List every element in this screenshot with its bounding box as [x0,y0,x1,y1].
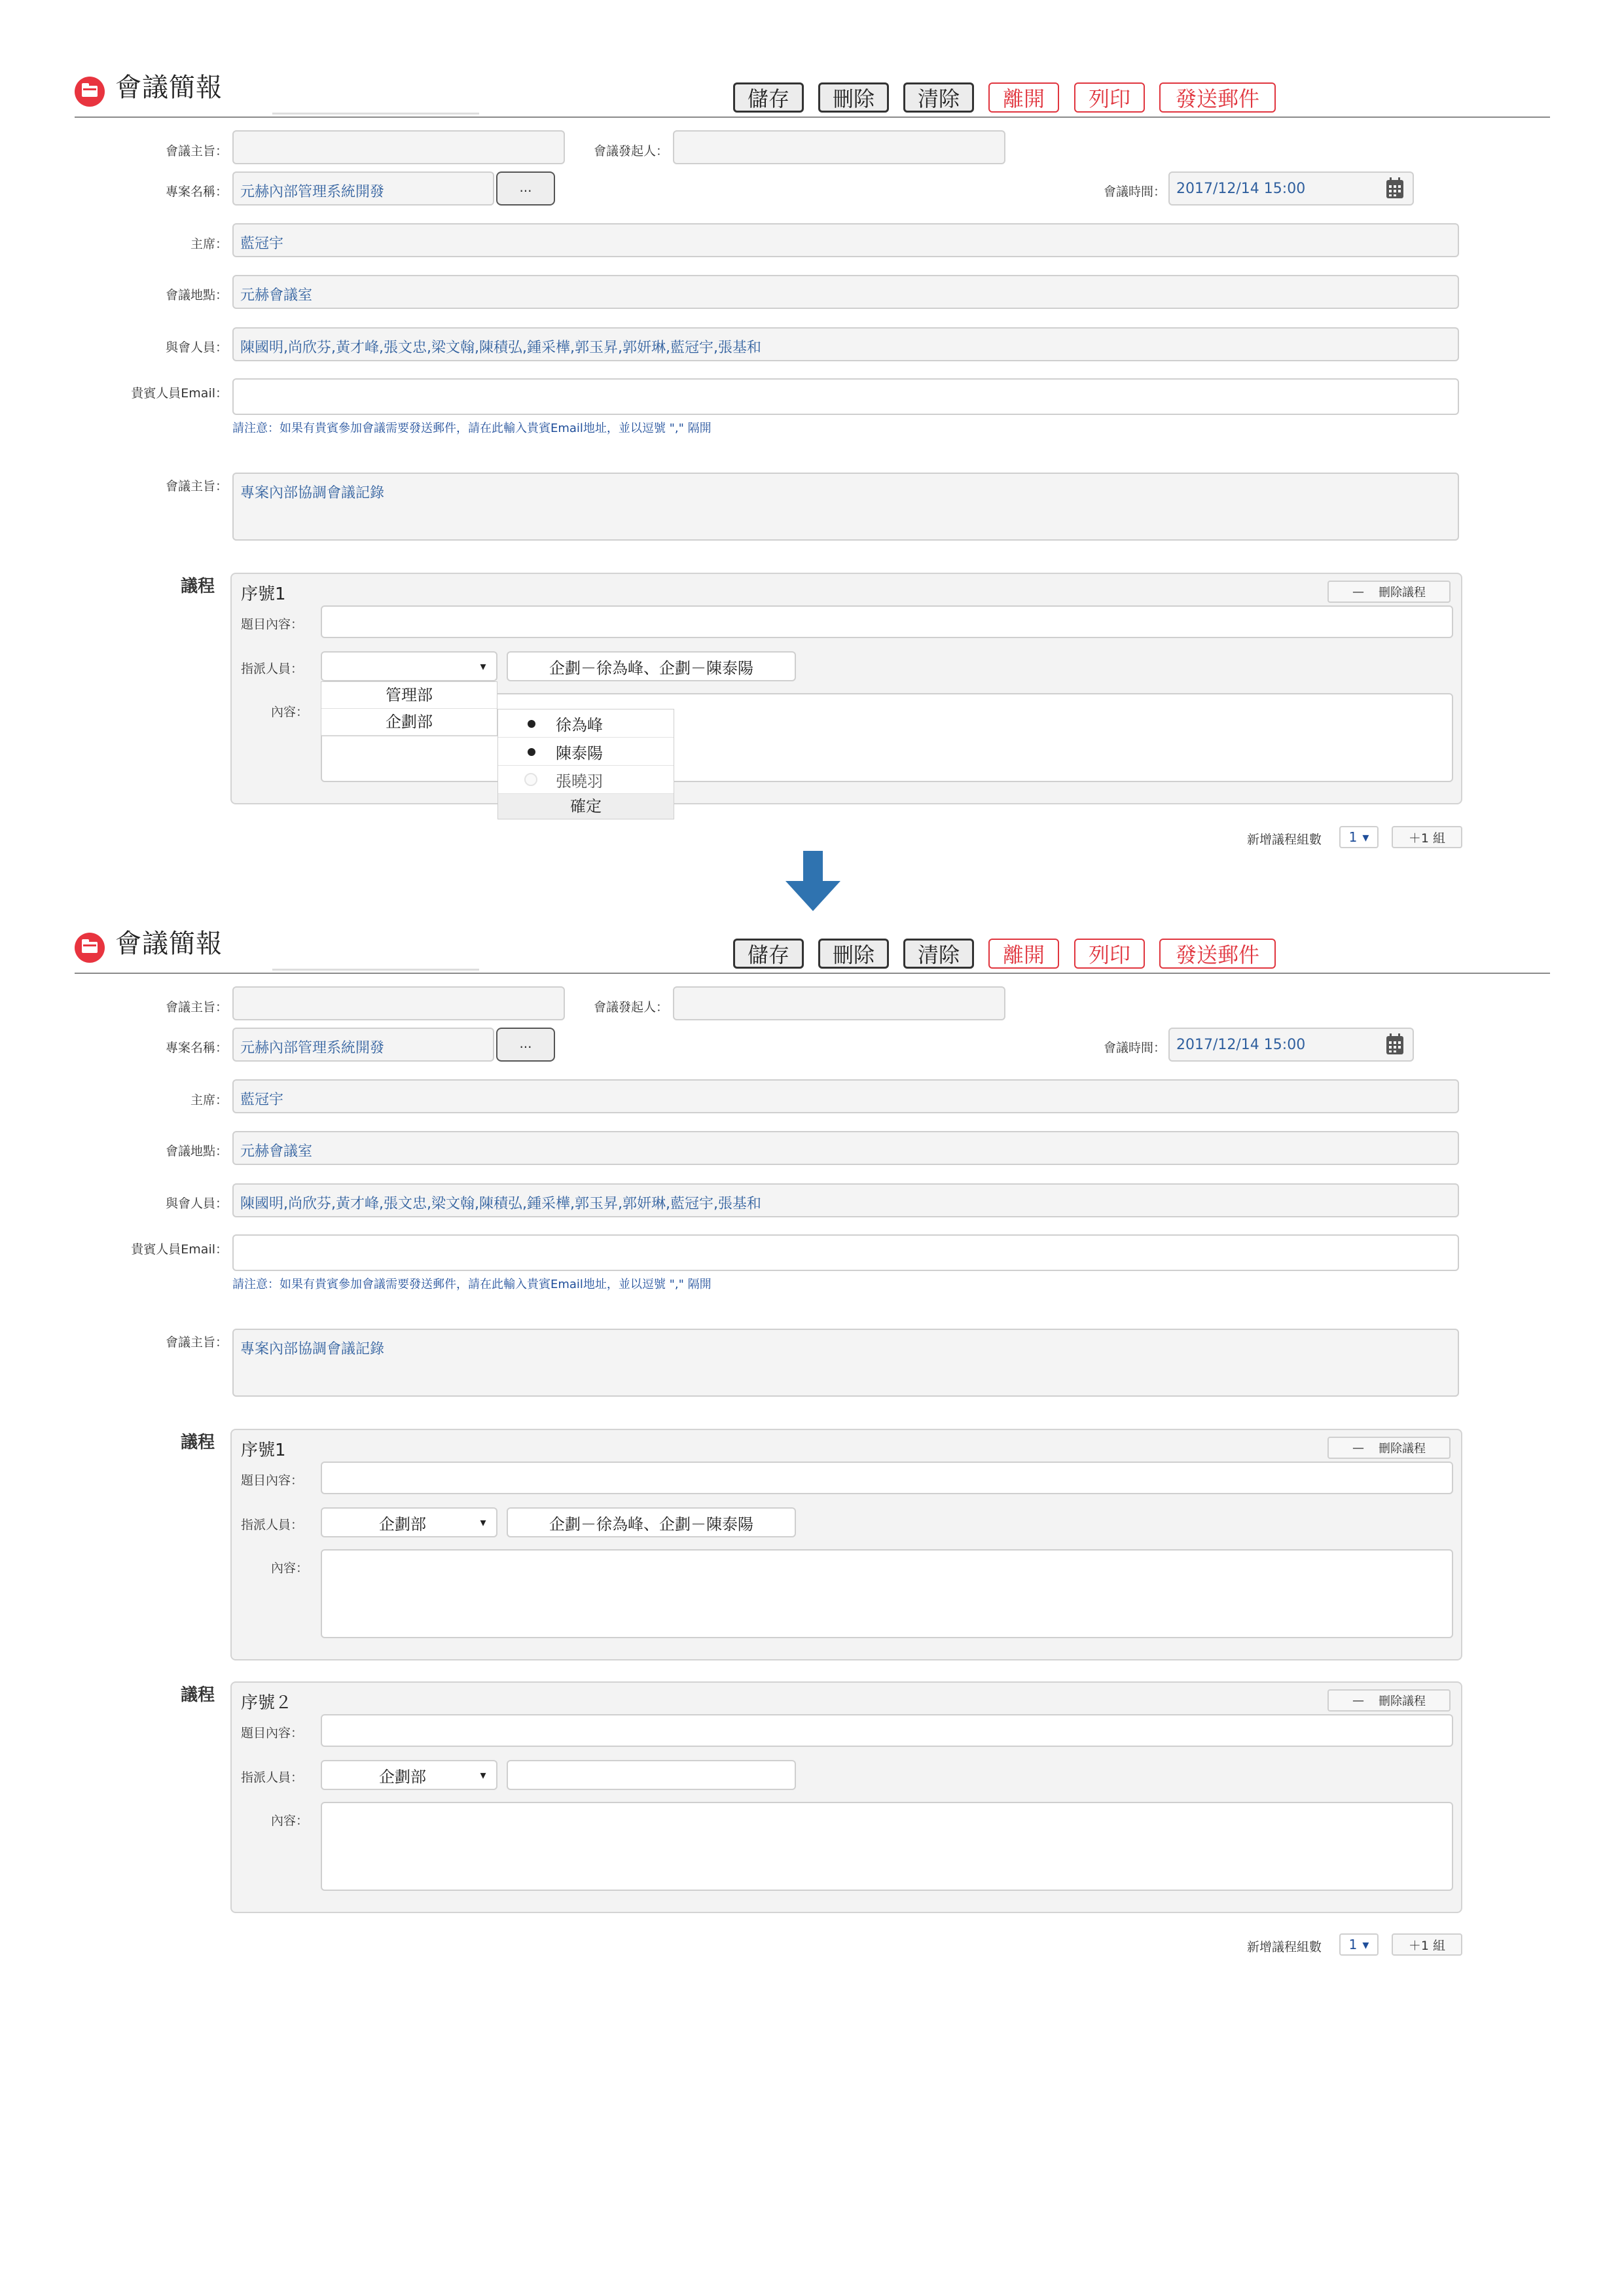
project-label: 專案名稱： [165,1041,228,1055]
department-select[interactable]: 企劃部 ▾ [321,1760,497,1790]
guest-email-label: 貴賓人員Email： [131,1242,228,1257]
guest-email-input[interactable] [232,1234,1459,1271]
location-label: 會議地點： [165,288,228,302]
save-button[interactable]: 儲存 [733,82,804,113]
caret-down-icon: ▾ [1362,829,1369,845]
delete-agenda-label: 刪除議程 [1379,586,1426,600]
delete-agenda-button[interactable] [1327,1689,1451,1712]
assign-label: 指派人員： [241,1770,304,1785]
guest-email-input[interactable] [232,378,1459,415]
agenda-item [230,1429,1462,1660]
radio-checked-icon[interactable] [524,717,537,730]
summary-label: 會議主旨： [165,1335,228,1350]
print-button[interactable]: 列印 [1074,939,1145,969]
topic-input[interactable] [321,1714,1453,1747]
purpose-input[interactable] [232,130,565,164]
assignee-display[interactable]: 企劃－徐為峰、企劃－陳泰陽 [507,651,796,681]
purpose-label: 會議主旨： [165,1000,228,1014]
minus-icon: — [1352,1693,1364,1708]
delete-button[interactable]: 刪除 [818,82,889,113]
project-input[interactable]: 元赫內部管理系統開發 [232,1028,494,1062]
agenda-section-label: 議程 [180,1685,215,1705]
caret-down-icon: ▾ [480,1515,486,1530]
location-label: 會議地點： [165,1144,228,1158]
summary-textarea[interactable]: 專案內部協調會議記錄 [232,473,1459,541]
caret-down-icon: ▾ [1362,1937,1369,1952]
page-title: 會議簡報 [115,929,223,959]
person-option[interactable]: 張曉羽 [498,766,674,794]
agenda-section-label: 議程 [180,577,215,596]
minus-icon: — [1352,1441,1364,1455]
header-divider [75,117,1550,118]
project-input[interactable]: 元赫內部管理系統開發 [232,171,494,206]
print-button[interactable]: 列印 [1074,82,1145,113]
leave-button[interactable]: 離開 [988,939,1059,969]
agenda-item [230,573,1462,816]
title-underline [272,969,479,971]
purpose-input[interactable] [232,986,565,1020]
assignee-display[interactable] [507,1760,796,1790]
summary-label: 會議主旨： [165,479,228,493]
agenda-counter-label: 新增議程組數 [1247,1940,1322,1954]
topic-input[interactable] [321,605,1453,638]
chair-input[interactable]: 藍冠宇 [232,1079,1459,1113]
department-select[interactable] [321,651,497,681]
agenda-title: 序號1 [241,1441,286,1460]
send-mail-button[interactable]: 發送郵件 [1159,82,1276,113]
guest-email-note: 請注意：如果有貴賓參加會議需要發送郵件，請在此輸入貴賓Email地址，並以逗號 "," 隔開 [232,1278,712,1291]
confirm-button[interactable]: 確定 [498,794,674,819]
content-label: 內容： [271,1561,309,1575]
calendar-icon[interactable] [1386,177,1404,199]
content-label: 內容： [271,1814,309,1828]
attendees-label: 與會人員： [165,1196,228,1211]
location-input[interactable]: 元赫會議室 [232,275,1459,309]
initiator-input[interactable] [673,130,1005,164]
initiator-label: 會議發起人： [593,1000,668,1014]
save-button[interactable]: 儲存 [733,939,804,969]
assignee-display[interactable]: 企劃－徐為峰、企劃－陳泰陽 [507,1507,796,1537]
guest-email-note: 請注意：如果有貴賓參加會議需要發送郵件，請在此輸入貴賓Email地址，並以逗號 "," 隔開 [232,422,712,435]
time-label: 會議時間： [1103,1041,1166,1055]
time-label: 會議時間： [1103,185,1166,199]
department-dropdown [321,681,497,736]
delete-agenda-label: 刪除議程 [1379,1442,1426,1456]
delete-button[interactable]: 刪除 [818,939,889,969]
chair-input[interactable]: 藍冠宇 [232,223,1459,257]
title-underline [272,113,479,115]
calendar-icon[interactable] [1386,1033,1404,1055]
delete-agenda-button[interactable] [1327,581,1451,603]
page-title: 會議簡報 [115,73,223,103]
panel-after [0,856,1624,1954]
attendees-label: 與會人員： [165,340,228,355]
purpose-label: 會議主旨： [165,144,228,158]
content-label: 內容： [271,705,309,719]
attendees-input[interactable]: 陳國明,尚欣芬,黃才峰,張文忠,梁文翰,陳積弘,鍾采樺,郭玉昇,郭妍琳,藍冠宇,張基和 [232,327,1459,361]
send-mail-button[interactable]: 發送郵件 [1159,939,1276,969]
delete-agenda-label: 刪除議程 [1379,1695,1426,1708]
delete-agenda-button[interactable] [1327,1437,1451,1459]
folder-icon [75,77,105,107]
initiator-input[interactable] [673,986,1005,1020]
person-option[interactable]: 徐為峰 [498,709,674,738]
clear-button[interactable]: 清除 [903,82,974,113]
header-divider [75,973,1550,974]
agenda-title: 序號２ [241,1693,293,1713]
panel-before [0,0,1624,851]
assign-label: 指派人員： [241,1518,304,1532]
radio-unchecked-icon[interactable] [524,773,537,786]
folder-icon [75,933,105,963]
people-dropdown [497,709,674,819]
assign-label: 指派人員： [241,662,304,676]
content-textarea[interactable] [321,1549,1453,1638]
agenda-counter-select[interactable]: 1 ▾ [1339,1933,1379,1956]
initiator-label: 會議發起人： [593,144,668,158]
chair-label: 主席： [190,1093,228,1107]
agenda-counter-label: 新增議程組數 [1247,833,1322,847]
agenda-counter-select[interactable]: 1 ▾ [1339,826,1379,848]
department-select[interactable]: 企劃部 ▾ [321,1507,497,1537]
topic-label: 題目內容： [241,617,304,632]
department-option[interactable]: 管理部 [321,682,497,709]
agenda-section-label: 議程 [180,1433,215,1452]
caret-down-icon: ▾ [480,1768,486,1782]
guest-email-label: 貴賓人員Email： [131,386,228,401]
topic-label: 題目內容： [241,1473,304,1488]
chair-label: 主席： [190,237,228,251]
agenda-title: 序號1 [241,584,286,604]
caret-down-icon: ▾ [480,659,486,673]
agenda-item [230,1681,1462,1913]
project-picker-button[interactable]: ... [496,1028,555,1062]
content-textarea[interactable] [321,1802,1453,1891]
minus-icon: — [1352,584,1364,599]
topic-label: 題目內容： [241,1726,304,1740]
project-picker-button[interactable]: ... [496,171,555,206]
time-input[interactable]: 2017/12/14 15:00 [1168,1028,1414,1062]
radio-checked-icon[interactable] [524,745,537,758]
leave-button[interactable]: 離開 [988,82,1059,113]
topic-input[interactable] [321,1462,1453,1494]
time-input[interactable]: 2017/12/14 15:00 [1168,171,1414,206]
clear-button[interactable]: 清除 [903,939,974,969]
add-agenda-button[interactable]: ＋1 組 [1392,1933,1462,1956]
project-label: 專案名稱： [165,185,228,199]
add-agenda-button[interactable]: ＋1 組 [1392,826,1462,848]
department-option[interactable]: 企劃部 [321,709,497,736]
location-input[interactable]: 元赫會議室 [232,1131,1459,1165]
person-option[interactable]: 陳泰陽 [498,738,674,766]
summary-textarea[interactable]: 專案內部協調會議記錄 [232,1329,1459,1397]
attendees-input[interactable]: 陳國明,尚欣芬,黃才峰,張文忠,梁文翰,陳積弘,鍾采樺,郭玉昇,郭妍琳,藍冠宇,張基和 [232,1183,1459,1217]
